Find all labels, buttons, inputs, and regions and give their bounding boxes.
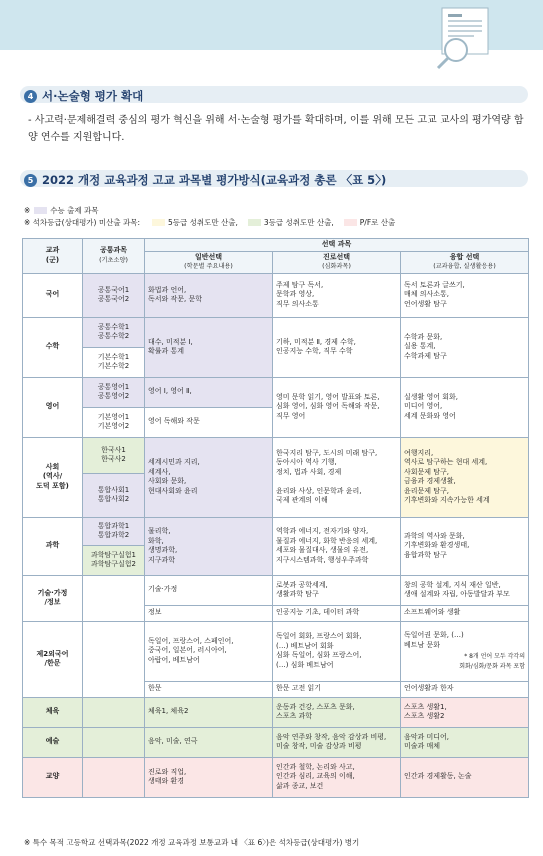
fusion-tech-1: 창의 공학 설계, 지식 재산 일반, 생애 설계와 자립, 아동발달과 부모 [401,575,529,605]
legend-line1 [24,205,99,216]
general-tech-2: 정보 [145,605,273,621]
common-art-empty [83,727,145,757]
career-lang2-2: 한문 고전 읽기 [273,681,401,697]
general-lang2-2: 한문 [145,681,273,697]
evaluation-table [22,238,529,798]
legend-swatch-green [248,219,261,226]
subject-lang2: 제2외국어 /한문 [23,621,83,697]
fusion-lang2-1 [401,621,529,681]
fusion-tech-2: 소프트웨어와 생활 [401,605,529,621]
career-science: 역학과 에너지, 전자기와 양자, 물질과 에너지, 화학 반응의 세계, 세포와 물질대사, 생물의 유전, 지구시스템과학, 행성우주과학 [273,517,401,575]
section4-number: 4 [24,90,37,103]
career-tech-1: 로봇과 공학세계, 생활과학 탐구 [273,575,401,605]
table-row [23,317,529,347]
common-social-2: 통합사회1 통합사회2 [83,473,145,517]
section4-title: 서·논술형 평가 확대 [42,89,144,103]
table-row [23,273,529,317]
common-tech-empty [83,575,145,621]
fusion-lang2-note: * 8개 언어 모두 각각의 회화/심화/문화 과목 포함 [459,653,526,670]
career-lang2-1: 독일어 회화, 프랑스어 회화, (…) 베트남어 회화 심화 독일어, 심화 프랑스어, (…) 심화 베트남어 [273,621,401,681]
legend-three-grade: 3등급 성취도만 산출, [263,218,334,227]
career-math: 기하, 미적분 Ⅱ, 경제 수학, 인공지능 수학, 직무 수학 [273,317,401,377]
fusion-lang2-2: 언어생활과 한자 [401,681,529,697]
subject-pe: 체육 [23,697,83,727]
fusion-english: 실생활 영어 회화, 미디어 영어, 세계 문화와 영어 [401,377,529,437]
legend-swatch-pink [344,219,357,226]
common-korean: 공통국어1 공통국어2 [83,273,145,317]
subject-social: 사회 (역사/ 도덕 포함) [23,437,83,517]
career-social: 한국지리 탐구, 도시의 미래 탐구, 동아시아 역사 기행, 정치, 법과 사회, 경제 윤리와 사상, 인문학과 윤리, 국제 관계의 이해 [273,437,401,517]
legend-prefix: ※ [24,206,31,215]
fusion-science: 과학의 역사와 문화, 기후변화와 환경생태, 융합과학 탐구 [401,517,529,575]
subject-liberal: 교양 [23,757,83,797]
document-magnifier-icon [432,6,504,72]
subject-math: 수학 [23,317,83,377]
footer-note: ※ 특수 목적 고등학교 선택과목(2022 개정 교육과정 보통교과 내 〈표 6〉)은 석차등급(상대평가) 병기 [24,838,360,847]
common-social-1: 한국사1 한국사2 [83,437,145,473]
header-fusion: 융합 선택 (교과융합, 실생활응용) [401,251,529,273]
header-career: 진로선택 (심화과목) [273,251,401,273]
subject-science: 과학 [23,517,83,575]
common-english-2: 기본영어1 기본영어2 [83,407,145,437]
common-pe-empty [83,697,145,727]
subject-art: 예술 [23,727,83,757]
legend-swatch-yellow [152,219,165,226]
table-row [23,757,529,797]
fusion-liberal: 인간과 경제활동, 논술 [401,757,529,797]
general-science: 물리학, 화학, 생명과학, 지구과학 [145,517,273,575]
career-korean: 주제 탐구 독서, 문학과 영상, 직무 의사소통 [273,273,401,317]
common-math-1: 공통수학1 공통수학2 [83,317,145,347]
legend-pf: P/F로 산출 [359,218,396,227]
career-pe: 운동과 건강, 스포츠 문화, 스포츠 과학 [273,697,401,727]
fusion-korean: 독서 토론과 글쓰기, 매체 의사소통, 언어생활 탐구 [401,273,529,317]
section5-title: 2022 개정 교육과정 고교 과목별 평가방식(교육과정 총론 〈표 5〉) [42,173,387,187]
fusion-pe: 스포츠 생활1, 스포츠 생활2 [401,697,529,727]
table-row [23,377,529,407]
section4-heading [24,88,143,104]
general-english-2: 영어 독해와 작문 [145,407,273,437]
table-row [23,575,529,605]
header-general: 일반선택 (학문별 주요내용) [145,251,273,273]
career-tech-2: 인공지능 기초, 데이터 과학 [273,605,401,621]
general-liberal: 진로와 직업, 생태와 환경 [145,757,273,797]
header-elective: 선택 과목 [145,239,529,252]
general-tech-1: 기술·가정 [145,575,273,605]
general-english-1: 영어 Ⅰ, 영어 Ⅱ, [145,377,273,407]
legend-swatch-purple [34,207,47,214]
general-lang2-1: 독일어, 프랑스어, 스페인어, 중국어, 일본어, 러시아어, 아랍어, 베트남어 [145,621,273,681]
table-row [23,697,529,727]
legend-csat-label: 수능 출제 과목 [50,206,99,215]
career-art: 음악 연주와 창작, 음악 감상과 비평, 미술 창작, 미술 감상과 비평 [273,727,401,757]
general-art: 음악, 미술, 연극 [145,727,273,757]
table-row [23,437,529,473]
fusion-art: 음악과 미디어, 미술과 매체 [401,727,529,757]
table-row [23,727,529,757]
section5-heading [24,172,386,188]
common-science-1: 통합과학1 통합과학2 [83,517,145,545]
general-korean: 화법과 언어, 독서와 작문, 문학 [145,273,273,317]
general-social: 세계시민과 지리, 세계사, 사회와 문화, 현대사회와 윤리 [145,437,273,517]
section4-paragraph: - 사고력·문제해결력 중심의 평가 혁신을 위해 서·논술형 평가를 확대하며, 이를 위해 모든 고교 교사의 평가역량 함양 연수를 지원합니다. [28,115,524,143]
career-english: 영미 문학 읽기, 영어 발표와 토론, 심화 영어, 심화 영어 독해와 작문, 직무 영어 [273,377,401,437]
header-common: 공통과목 (기초소양) [83,239,145,274]
subject-korean: 국어 [23,273,83,317]
subject-english: 영어 [23,377,83,437]
table-row [23,621,529,681]
general-math: 대수, 미적분 Ⅰ, 확률과 통계 [145,317,273,377]
fusion-math: 수학과 문화, 실용 통계, 수학과제 탐구 [401,317,529,377]
subject-tech: 기술·가정 /정보 [23,575,83,621]
legend-line2 [24,217,395,228]
common-math-2: 기본수학1 기본수학2 [83,347,145,377]
section5-number: 5 [24,174,37,187]
fusion-lang2-text: 독일어권 문화, (…) 베트남 문화 [404,631,464,649]
legend-nonrank-label: ※ 석차등급(상대평가) 미산출 과목: [24,218,140,227]
legend-five-grade: 5등급 성취도만 산출, [168,218,238,227]
table-row [23,517,529,545]
common-science-2: 과학탐구실험1 과학탐구실험2 [83,545,145,575]
header-subject: 교과 (군) [23,239,83,274]
common-english-1: 공통영어1 공통영어2 [83,377,145,407]
common-lang2-empty [83,621,145,697]
general-pe: 체육1, 체육2 [145,697,273,727]
fusion-social: 여행지리, 역사로 탐구하는 현대 세계, 사회문제 탐구, 금융과 경제생활, 윤리문제 탐구, 기후변화와 지속가능한 세계 [401,437,529,517]
career-liberal: 인간과 철학, 논리와 사고, 인간과 심리, 교육의 이해, 삶과 종교, 보건 [273,757,401,797]
common-liberal-empty [83,757,145,797]
